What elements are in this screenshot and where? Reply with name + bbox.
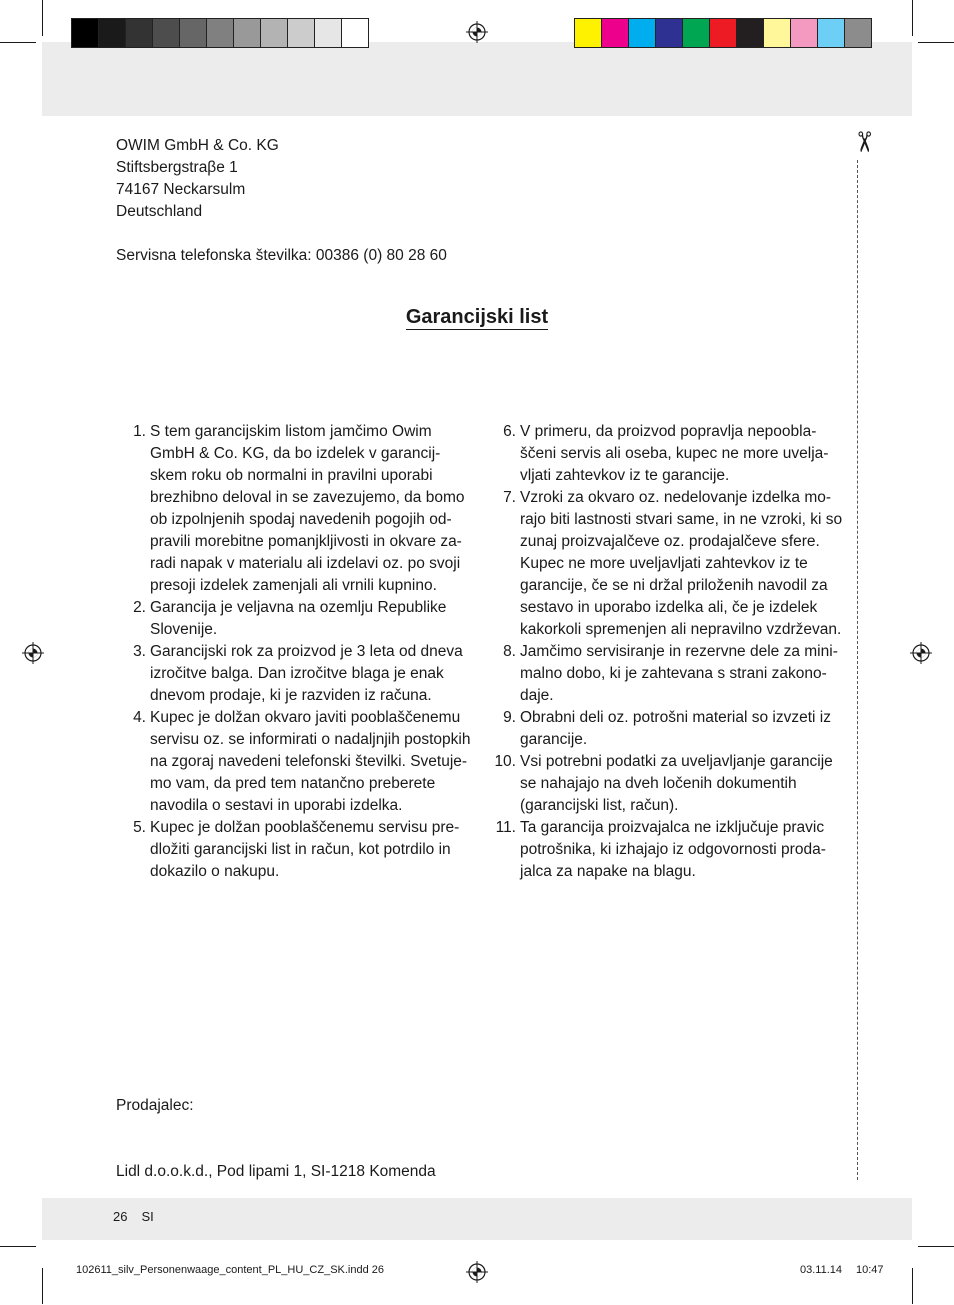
list-item-line: daje. xyxy=(520,687,554,704)
list-item-line: zunaj proizvajalčeve oz. prodajalčeve sfere. xyxy=(520,533,820,550)
color-swatch xyxy=(180,19,207,47)
address-line: Deutschland xyxy=(116,203,203,220)
list-item-line: pravili morebitne pomanjkljivosti in okvare za- xyxy=(150,533,462,550)
list-item-line: Kupec ne more uveljavljati zahtevkov iz te xyxy=(520,555,808,572)
color-swatch xyxy=(342,19,368,47)
list-item-line: sestavo in uporabo izdelka ali, če je izdelek xyxy=(520,599,818,616)
list-item-line: Obrabni deli oz. potrošni material so izvzeti iz xyxy=(520,709,831,726)
list-item-line: mo vam, da pred tem natančno preberete xyxy=(150,775,436,792)
list-item-number: 3. xyxy=(133,643,146,660)
crop-mark xyxy=(0,1246,36,1247)
list-item-text xyxy=(150,707,474,817)
slug-time: 10:47 xyxy=(856,1264,884,1276)
color-swatch xyxy=(72,19,99,47)
color-swatch xyxy=(845,19,871,47)
crop-mark xyxy=(912,0,913,36)
list-item-number: 2. xyxy=(133,599,146,616)
list-item-number: 4. xyxy=(133,709,146,726)
list-item-line: kakorkoli spremenjen ali nepravilno vzdrževan. xyxy=(520,621,842,638)
list-item-text xyxy=(520,487,842,641)
list-item-line: presoji izdelek zamenjali ali vrnili kupnino. xyxy=(150,577,437,594)
list-item-line: Vzroki za okvaro oz. nedelovanje izdelka mo- xyxy=(520,489,832,506)
color-swatch xyxy=(764,19,791,47)
list-item-line: Garancija je veljavna na ozemlju Republike xyxy=(150,599,447,616)
list-item xyxy=(486,751,842,817)
list-item-line: dložiti garancijski list in račun, kot potrdilo in xyxy=(150,841,451,858)
list-item-line: na zgoraj navedeni telefonski številki. Svetuje- xyxy=(150,753,468,770)
color-swatch xyxy=(99,19,126,47)
process-color-bar xyxy=(574,18,872,48)
list-item-number: 5. xyxy=(133,819,146,836)
address-line: 74167 Neckarsulm xyxy=(116,181,246,198)
color-swatch xyxy=(288,19,315,47)
list-item xyxy=(116,421,474,597)
registration-mark-icon xyxy=(22,642,44,664)
list-item-line: (garancijski list, račun). xyxy=(520,797,679,814)
color-swatch xyxy=(602,19,629,47)
language-code: SI xyxy=(141,1209,154,1224)
list-item-line: Kupec je dolžan pooblaščenemu servisu pre- xyxy=(150,819,460,836)
list-item-line: ob izpolnjenih spodaj navedenih pogojih od- xyxy=(150,511,452,528)
address-line: Stiftsbergstraβe 1 xyxy=(116,159,238,176)
list-item-line: ščeni servis ali oseba, kupec ne more uvelja- xyxy=(520,445,829,462)
file-slug: 102611_silv_Personenwaage_content_PL_HU_CZ_SK.indd 26 xyxy=(76,1264,385,1276)
list-item xyxy=(486,817,842,883)
color-swatch xyxy=(791,19,818,47)
list-item-text xyxy=(150,641,474,707)
list-item-line: jalca za napake na blagu. xyxy=(520,863,696,880)
list-item xyxy=(486,421,842,487)
list-item-line: garancije. xyxy=(520,731,588,748)
list-item xyxy=(116,817,474,883)
list-item-text xyxy=(520,707,842,751)
list-item-line: Kupec je dolžan okvaro javiti pooblaščenemu xyxy=(150,709,461,726)
list-item-text xyxy=(520,421,842,487)
color-swatch xyxy=(153,19,180,47)
list-item-line: se nahajajo na dveh ločenih dokumentih xyxy=(520,775,797,792)
registration-mark-icon xyxy=(466,21,488,43)
list-item-line: garancije, če se ni držal priloženih navodil za xyxy=(520,577,828,594)
list-item-line: malno dobo, ki je zahtevana s strani zakono- xyxy=(520,665,827,682)
crop-mark xyxy=(918,1246,954,1247)
list-item-line: servisu oz. se informirati o nadaljnjih postopkih xyxy=(150,731,471,748)
registration-mark-icon xyxy=(910,642,932,664)
list-item-text xyxy=(520,751,842,817)
list-item-number: 6. xyxy=(503,423,516,440)
color-swatch xyxy=(234,19,261,47)
registration-mark-icon xyxy=(466,1261,488,1283)
list-item-line: rajo biti lastnosti stvari same, in ne vzroki, ki so xyxy=(520,511,843,528)
address-line: OWIM GmbH & Co. KG xyxy=(116,137,279,154)
list-item-line: navodila o sestavi in uporabi izdelka. xyxy=(150,797,403,814)
list-item-line: Jamčimo servisiranje in rezervne dele za mini- xyxy=(520,643,838,660)
color-swatch xyxy=(710,19,737,47)
color-swatch xyxy=(629,19,656,47)
seller-address: Lidl d.o.o.k.d., Pod lipami 1, SI-1218 Komenda xyxy=(116,1163,436,1180)
color-swatch xyxy=(683,19,710,47)
list-item xyxy=(116,597,474,641)
list-item-number: 1. xyxy=(133,423,146,440)
crop-mark xyxy=(0,42,36,43)
top-band xyxy=(42,42,912,116)
list-item-line: vljati zahtevkov iz te garancije. xyxy=(520,467,730,484)
list-item-number: 7. xyxy=(503,489,516,506)
list-item xyxy=(486,641,842,707)
scissors-icon: ✂ xyxy=(848,130,880,154)
list-item-text xyxy=(150,421,474,597)
list-item-line: potrošnika, ki izhajajo iz odgovornosti proda- xyxy=(520,841,826,858)
grayscale-color-bar xyxy=(71,18,369,48)
list-item-number: 11. xyxy=(495,819,516,836)
color-swatch xyxy=(575,19,602,47)
page-footer xyxy=(113,1209,168,1224)
seller-label: Prodajalec: xyxy=(116,1097,194,1114)
list-item-line: GmbH & Co. KG, da bo izdelek v garancij- xyxy=(150,445,441,462)
list-item-text xyxy=(520,817,842,883)
warranty-terms-right-column xyxy=(486,421,842,883)
list-item xyxy=(486,707,842,751)
list-item xyxy=(486,487,842,641)
color-swatch xyxy=(315,19,342,47)
list-item-line: Slovenije. xyxy=(150,621,218,638)
page-title xyxy=(0,306,954,329)
list-item-line: Vsi potrebni podatki za uveljavljanje garancije xyxy=(520,753,833,770)
crop-mark xyxy=(42,1268,43,1304)
list-item-text xyxy=(520,641,842,707)
bottom-band xyxy=(42,1198,912,1240)
page-number: 26 xyxy=(113,1209,128,1224)
page-title-text: Garancijski list xyxy=(405,306,549,328)
manufacturer-address xyxy=(116,135,279,223)
list-item-line: brezhibno deloval in se zavezujemo, da bomo xyxy=(150,489,465,506)
list-item-line: radi napak v materialu ali izdelavi oz. po svoji xyxy=(150,555,461,572)
list-item-line: Garancijski rok za proizvod je 3 leta od dneva xyxy=(150,643,463,660)
list-item-line: dnevom prodaje, ki je razviden iz računa. xyxy=(150,687,432,704)
color-swatch xyxy=(207,19,234,47)
slug-date: 03.11.14 xyxy=(800,1264,843,1276)
service-phone-line: Servisna telefonska številka: 00386 (0) 80 28 60 xyxy=(116,247,447,264)
crop-mark xyxy=(918,42,954,43)
list-item-line: Ta garancija proizvajalca ne izključuje pravic xyxy=(520,819,825,836)
list-item-line: dokazilo o nakupu. xyxy=(150,863,280,880)
crop-mark xyxy=(42,0,43,36)
list-item-line: V primeru, da proizvod popravlja nepoobla- xyxy=(520,423,817,440)
color-swatch xyxy=(261,19,288,47)
list-item-number: 9. xyxy=(503,709,516,726)
list-item-number: 10. xyxy=(494,753,516,770)
color-swatch xyxy=(126,19,153,47)
color-swatch xyxy=(737,19,764,47)
color-swatch xyxy=(818,19,845,47)
list-item-line: skem roku ob normalni in pravilni uporabi xyxy=(150,467,433,484)
color-swatch xyxy=(656,19,683,47)
warranty-terms-left-column xyxy=(116,421,474,883)
crop-mark xyxy=(912,1268,913,1304)
list-item-number: 8. xyxy=(503,643,516,660)
list-item-line: S tem garancijskim listom jamčimo Owim xyxy=(150,423,432,440)
list-item xyxy=(116,707,474,817)
list-item-line: izročitve balga. Dan izročitve blaga je enak xyxy=(150,665,444,682)
list-item-text xyxy=(150,817,474,883)
list-item-text xyxy=(150,597,474,641)
list-item xyxy=(116,641,474,707)
